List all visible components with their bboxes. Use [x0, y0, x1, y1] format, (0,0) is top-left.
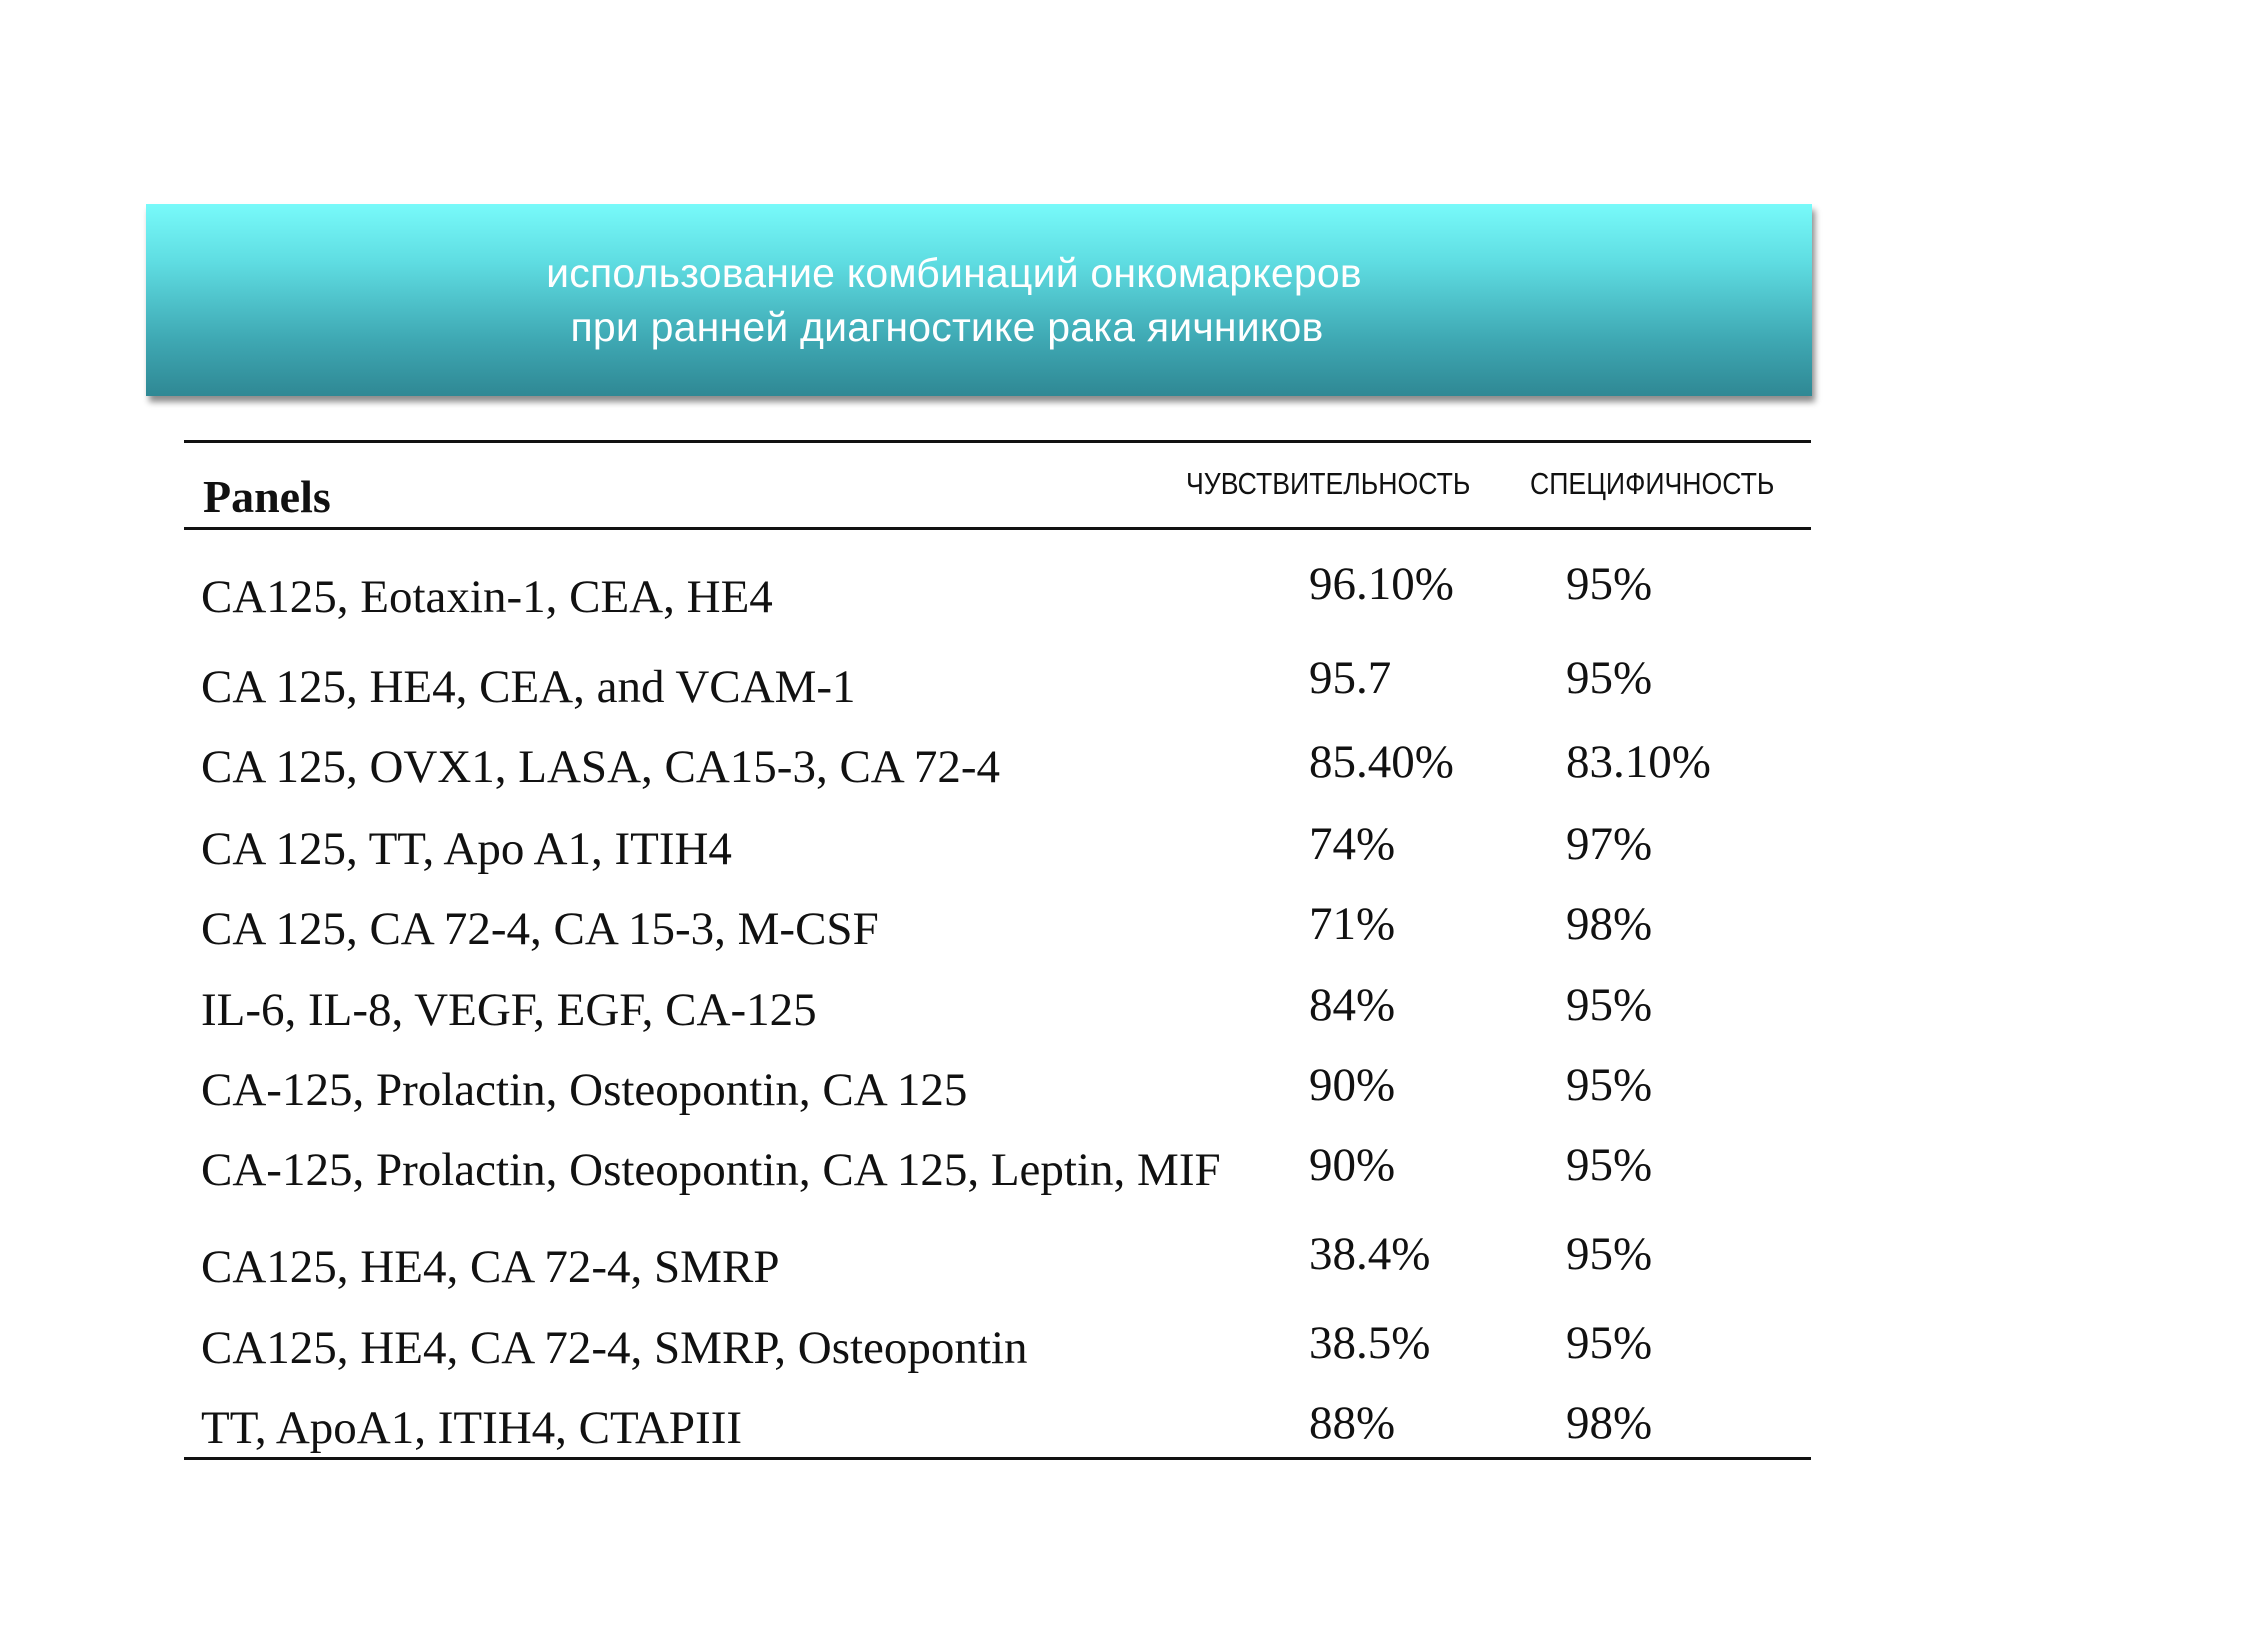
- table-bottom-rule: [184, 1457, 1811, 1460]
- table-row: [0, 818, 2250, 892]
- panel-cell: CA 125, TT, Apo A1, ITIH4: [201, 823, 732, 875]
- sensitivity-cell: 96.10%: [1309, 558, 1454, 610]
- sensitivity-cell: 71%: [1309, 898, 1396, 950]
- specificity-cell: 98%: [1566, 1397, 1653, 1449]
- specificity-cell: 95%: [1566, 1059, 1653, 1111]
- specificity-cell: 95%: [1566, 1139, 1653, 1191]
- sensitivity-cell: 84%: [1309, 979, 1396, 1031]
- sensitivity-cell: 88%: [1309, 1397, 1396, 1449]
- specificity-cell: 97%: [1566, 818, 1653, 870]
- header-panels: Panels: [203, 471, 331, 522]
- specificity-cell: 95%: [1566, 1317, 1653, 1369]
- table-row: [0, 558, 2250, 640]
- sensitivity-cell: 90%: [1309, 1059, 1396, 1111]
- panel-cell: CA125, HE4, CA 72-4, SMRP: [201, 1241, 780, 1293]
- title-line-2: при ранней диагностике рака яичников: [570, 304, 1324, 350]
- specificity-cell: 95%: [1566, 558, 1653, 610]
- header-sensitivity: ЧУВСТВИТЕЛЬНОСТЬ: [1186, 466, 1471, 501]
- table-row: [0, 1397, 2250, 1471]
- panel-cell: CA-125, Prolactin, Osteopontin, CA 125, Leptin, MIF: [201, 1144, 1221, 1196]
- specificity-cell: 98%: [1566, 898, 1653, 950]
- sensitivity-cell: 74%: [1309, 818, 1396, 870]
- specificity-cell: 95%: [1566, 652, 1653, 704]
- table-row: [0, 1228, 2250, 1310]
- sensitivity-cell: 90%: [1309, 1139, 1396, 1191]
- panel-cell: CA125, Eotaxin-1, CEA, HE4: [201, 571, 773, 623]
- table-row: [0, 736, 2250, 810]
- title-banner: [146, 204, 1812, 396]
- table-row: [0, 1317, 2250, 1391]
- panel-cell: CA125, HE4, CA 72-4, SMRP, Osteopontin: [201, 1322, 1028, 1374]
- table-row: [0, 1139, 2250, 1213]
- panel-cell: CA 125, HE4, CEA, and VCAM-1: [201, 661, 856, 713]
- panel-cell: IL-6, IL-8, VEGF, EGF, CA-125: [201, 984, 817, 1036]
- specificity-cell: 83.10%: [1566, 736, 1711, 788]
- sensitivity-cell: 38.5%: [1309, 1317, 1431, 1369]
- sensitivity-cell: 85.40%: [1309, 736, 1454, 788]
- panel-cell: CA 125, CA 72-4, CA 15-3, M-CSF: [201, 903, 879, 955]
- table-row: [0, 652, 2250, 730]
- table-row: [0, 979, 2250, 1053]
- panel-cell: CA 125, OVX1, LASA, CA15-3, CA 72-4: [201, 741, 1001, 793]
- table-top-rule: [184, 440, 1811, 443]
- table-header-rule: [184, 527, 1811, 530]
- specificity-cell: 95%: [1566, 979, 1653, 1031]
- panel-cell: CA-125, Prolactin, Osteopontin, CA 125: [201, 1064, 968, 1116]
- specificity-cell: 95%: [1566, 1228, 1653, 1280]
- table-row: [0, 1059, 2250, 1133]
- sensitivity-cell: 95.7: [1309, 652, 1392, 704]
- table-row: [0, 898, 2250, 972]
- title-line-1: использование комбинаций онкомаркеров: [546, 250, 1362, 296]
- header-specificity: СПЕЦИФИЧНОСТЬ: [1530, 466, 1775, 501]
- sensitivity-cell: 38.4%: [1309, 1228, 1431, 1280]
- panel-cell: TT, ApoA1, ITIH4, CTAPIII: [201, 1402, 743, 1454]
